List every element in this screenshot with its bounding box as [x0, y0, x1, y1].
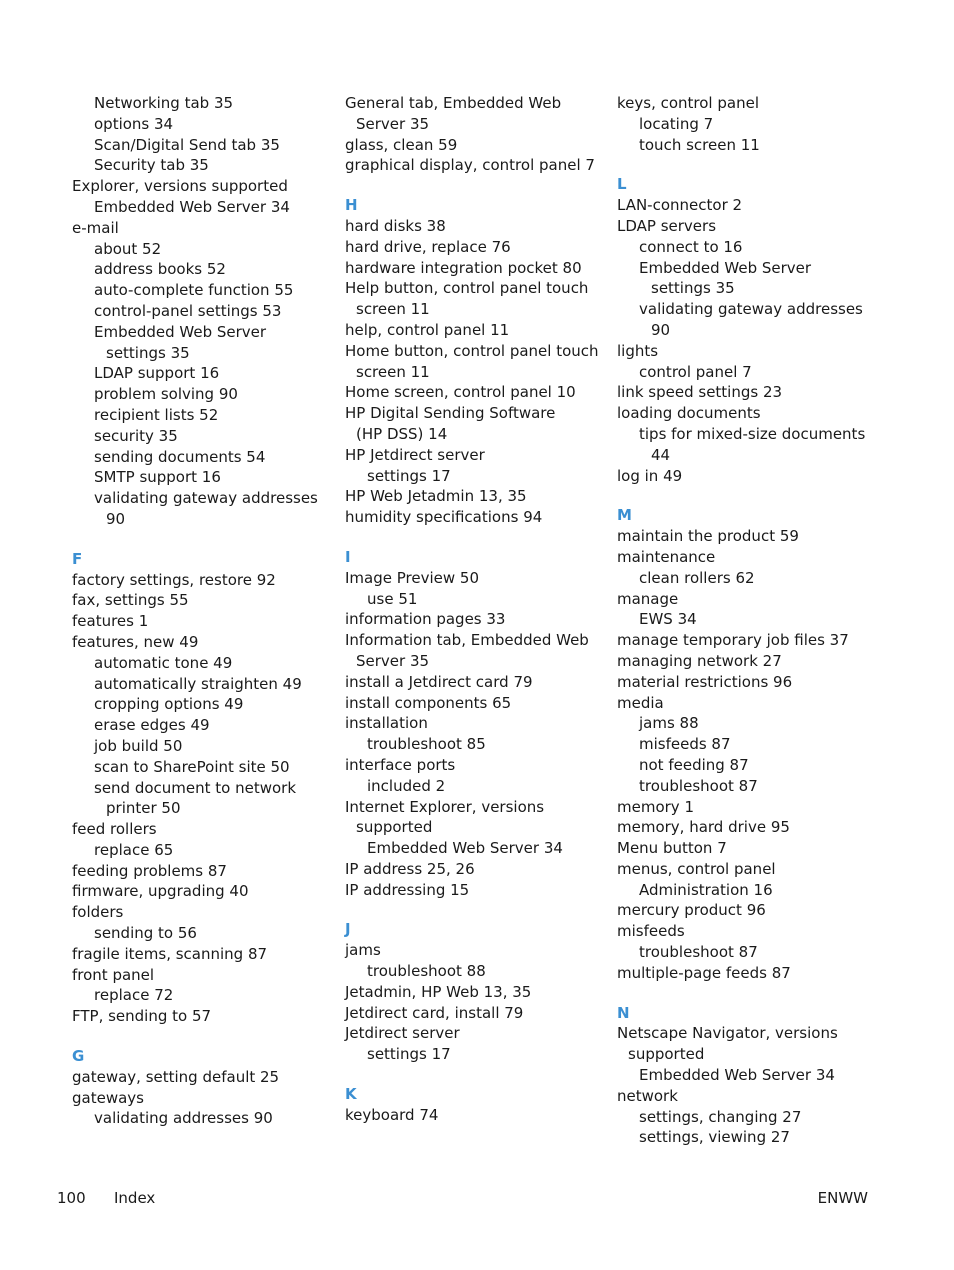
index-subentry: Embedded Web Server 34 — [94, 197, 290, 216]
index-subentry: screen 11 — [356, 300, 430, 319]
index-entry: interface ports — [345, 755, 456, 774]
index-entry: Explorer, versions supported — [72, 177, 288, 196]
index-entry: multiple-page feeds 87 — [617, 963, 791, 982]
index-entry: memory, hard drive 95 — [617, 818, 790, 837]
index-entry: HP Jetdirect server — [345, 445, 485, 464]
index-entry: Home screen, control panel 10 — [345, 383, 576, 402]
index-subentry: Embedded Web Server — [94, 322, 267, 341]
index-entry: fragile items, scanning 87 — [72, 944, 268, 963]
index-subentry: scan to SharePoint site 50 — [94, 757, 290, 776]
index-entry: link speed settings 23 — [617, 383, 783, 402]
index-column-2 — [345, 93, 599, 1126]
index-subentry: validating addresses 90 — [94, 1109, 273, 1128]
index-entry: Information tab, Embedded Web — [345, 631, 589, 650]
index-entry: misfeeds — [617, 922, 685, 941]
index-subentry: touch screen 11 — [639, 135, 760, 154]
index-entry: HP Web Jetadmin 13, 35 — [345, 487, 527, 506]
index-subentry: jams 88 — [639, 714, 699, 733]
index-subentry: LDAP support 16 — [94, 364, 220, 383]
index-subentry: sending to 56 — [94, 924, 197, 943]
index-entry: maintain the product 59 — [617, 527, 799, 546]
index-subentry: supported — [628, 1045, 705, 1064]
index-entry: General tab, Embedded Web — [345, 94, 562, 112]
index-subentry: screen 11 — [356, 362, 430, 381]
index-subentry: replace 72 — [94, 986, 174, 1005]
index-subentry: Embedded Web Server — [639, 258, 812, 277]
index-subentry: settings 35 — [106, 343, 190, 362]
index-subentry: auto-complete function 55 — [94, 281, 294, 300]
index-subentry: SMTP support 16 — [94, 468, 221, 487]
index-subentry: about 52 — [94, 239, 162, 258]
index-column-1 — [72, 93, 318, 1129]
index-entry: IP addressing 15 — [345, 880, 470, 899]
index-entry: e-mail — [72, 218, 119, 237]
index-entry: log in 49 — [617, 466, 683, 485]
index-subentry: connect to 16 — [639, 237, 743, 256]
section-letter-j: J — [345, 920, 351, 939]
index-entry: gateway, setting default 25 — [72, 1067, 280, 1086]
index-subentry: misfeeds 87 — [639, 735, 731, 754]
index-subentry: included 2 — [367, 776, 446, 795]
index-entry: install a Jetdirect card 79 — [345, 672, 533, 691]
index-subentry: settings 35 — [651, 279, 735, 298]
index-entry: folders — [72, 903, 124, 922]
index-subentry: cropping options 49 — [94, 695, 244, 714]
section-letter-g: G — [72, 1047, 85, 1066]
index-entry: loading documents — [617, 404, 761, 423]
index-subentry: sending documents 54 — [94, 447, 266, 466]
index-entry: gateways — [72, 1088, 144, 1107]
index-subentry: recipient lists 52 — [94, 405, 219, 424]
index-subentry: automatically straighten 49 — [94, 674, 302, 693]
index-entry: IP address 25, 26 — [345, 859, 475, 878]
index-entry: features, new 49 — [72, 632, 199, 651]
index-subentry: control panel 7 — [639, 362, 752, 381]
index-subentry: 44 — [651, 445, 671, 464]
index-entry: keys, control panel — [617, 94, 759, 112]
index-entry: HP Digital Sending Software — [345, 404, 556, 423]
index-entry: lights — [617, 341, 659, 360]
index-subentry: problem solving 90 — [94, 385, 238, 404]
section-letter-m: M — [617, 506, 632, 525]
index-subentry: Server 35 — [356, 114, 430, 133]
index-entry: manage — [617, 589, 679, 608]
index-entry: Jetadmin, HP Web 13, 35 — [345, 982, 532, 1001]
index-entry: Jetdirect server — [345, 1024, 460, 1043]
index-subentry: replace 65 — [94, 840, 174, 859]
index-entry: memory 1 — [617, 797, 694, 816]
index-entry: firmware, upgrading 40 — [72, 882, 249, 901]
index-entry: mercury product 96 — [617, 901, 766, 920]
index-subentry: settings 17 — [367, 1045, 451, 1064]
index-entry: Image Preview 50 — [345, 568, 479, 587]
index-subentry: send document to network — [94, 778, 297, 797]
index-subentry: EWS 34 — [639, 610, 697, 629]
index-subentry: not feeding 87 — [639, 755, 749, 774]
index-entry: managing network 27 — [617, 651, 782, 670]
index-subentry: options 34 — [94, 114, 174, 133]
index-subentry: settings 17 — [367, 466, 451, 485]
index-subentry: Security tab 35 — [94, 156, 209, 175]
index-subentry: validating gateway addresses — [94, 489, 318, 508]
index-entry: features 1 — [72, 612, 149, 631]
index-entry: FTP, sending to 57 — [72, 1007, 212, 1026]
section-letter-h: H — [345, 196, 358, 215]
index-subentry: automatic tone 49 — [94, 653, 233, 672]
index-entry: LDAP servers — [617, 216, 717, 235]
index-entry: maintenance — [617, 547, 716, 566]
index-subentry: settings, changing 27 — [639, 1107, 802, 1126]
index-entry: installation — [345, 714, 428, 733]
section-letter-k: K — [345, 1085, 357, 1104]
section-letter-l: L — [617, 175, 627, 194]
index-subentry: (HP DSS) 14 — [356, 424, 448, 443]
index-entry: information pages 33 — [345, 610, 506, 629]
index-entry: feed rollers — [72, 820, 157, 839]
index-subentry: Networking tab 35 — [94, 94, 234, 112]
index-entry: glass, clean 59 — [345, 135, 458, 154]
index-entry: install components 65 — [345, 693, 512, 712]
index-entry: menus, control panel — [617, 859, 776, 878]
index-subentry: 90 — [651, 320, 671, 339]
index-entry: hard disks 38 — [345, 216, 446, 235]
index-entry: Help button, control panel touch — [345, 279, 589, 298]
index-entry: factory settings, restore 92 — [72, 570, 276, 589]
index-column-3 — [617, 93, 865, 1148]
index-entry: jams — [345, 941, 381, 960]
index-subentry: validating gateway addresses — [639, 300, 863, 319]
index-subentry: Scan/Digital Send tab 35 — [94, 135, 280, 154]
footer-section-name: Index — [114, 1189, 156, 1207]
index-entry: help, control panel 11 — [345, 320, 510, 339]
index-subentry: Embedded Web Server 34 — [639, 1066, 835, 1085]
index-entry: hard drive, replace 76 — [345, 237, 511, 256]
index-subentry: troubleshoot 85 — [367, 735, 486, 754]
index-subentry: printer 50 — [106, 799, 181, 818]
index-entry: media — [617, 693, 664, 712]
index-entry: Jetdirect card, install 79 — [345, 1003, 524, 1022]
index-subentry: use 51 — [367, 589, 418, 608]
index-subentry: troubleshoot 88 — [367, 962, 486, 981]
index-subentry: address books 52 — [94, 260, 226, 279]
index-entry: network — [617, 1086, 678, 1105]
index-entry: Menu button 7 — [617, 839, 727, 858]
footer-page-number: 100 — [57, 1189, 86, 1207]
index-subentry: locating 7 — [639, 114, 714, 133]
index-subentry: Embedded Web Server 34 — [367, 839, 563, 858]
index-subentry: Administration 16 — [639, 880, 773, 899]
index-subentry: troubleshoot 87 — [639, 776, 758, 795]
index-subentry: clean rollers 62 — [639, 568, 755, 587]
index-subentry: settings, viewing 27 — [639, 1128, 790, 1147]
index-entry: graphical display, control panel 7 — [345, 156, 595, 175]
section-letter-f: F — [72, 549, 83, 568]
index-entry: Netscape Navigator, versions — [617, 1024, 838, 1043]
index-entry: fax, settings 55 — [72, 591, 189, 610]
index-subentry: Server 35 — [356, 651, 430, 670]
index-entry: keyboard 74 — [345, 1105, 439, 1124]
index-entry: humidity specifications 94 — [345, 508, 543, 527]
index-subentry: tips for mixed-size documents — [639, 424, 866, 443]
index-subentry: control-panel settings 53 — [94, 301, 282, 320]
index-subentry: security 35 — [94, 426, 178, 445]
index-subentry: 90 — [106, 509, 126, 528]
index-subentry: supported — [356, 818, 433, 837]
index-entry: Internet Explorer, versions — [345, 797, 545, 816]
index-entry: feeding problems 87 — [72, 861, 227, 880]
index-entry: front panel — [72, 965, 155, 984]
index-subentry: erase edges 49 — [94, 716, 210, 735]
footer-document-code: ENWW — [817, 1189, 868, 1207]
index-entry: hardware integration pocket 80 — [345, 258, 582, 277]
index-subentry: job build 50 — [94, 736, 183, 755]
index-entry: material restrictions 96 — [617, 672, 793, 691]
section-letter-i: I — [345, 547, 351, 566]
index-entry: LAN-connector 2 — [617, 196, 743, 215]
index-entry: Home button, control panel touch — [345, 341, 599, 360]
index-subentry: troubleshoot 87 — [639, 943, 758, 962]
index-entry: manage temporary job files 37 — [617, 631, 849, 650]
section-letter-n: N — [617, 1003, 630, 1022]
